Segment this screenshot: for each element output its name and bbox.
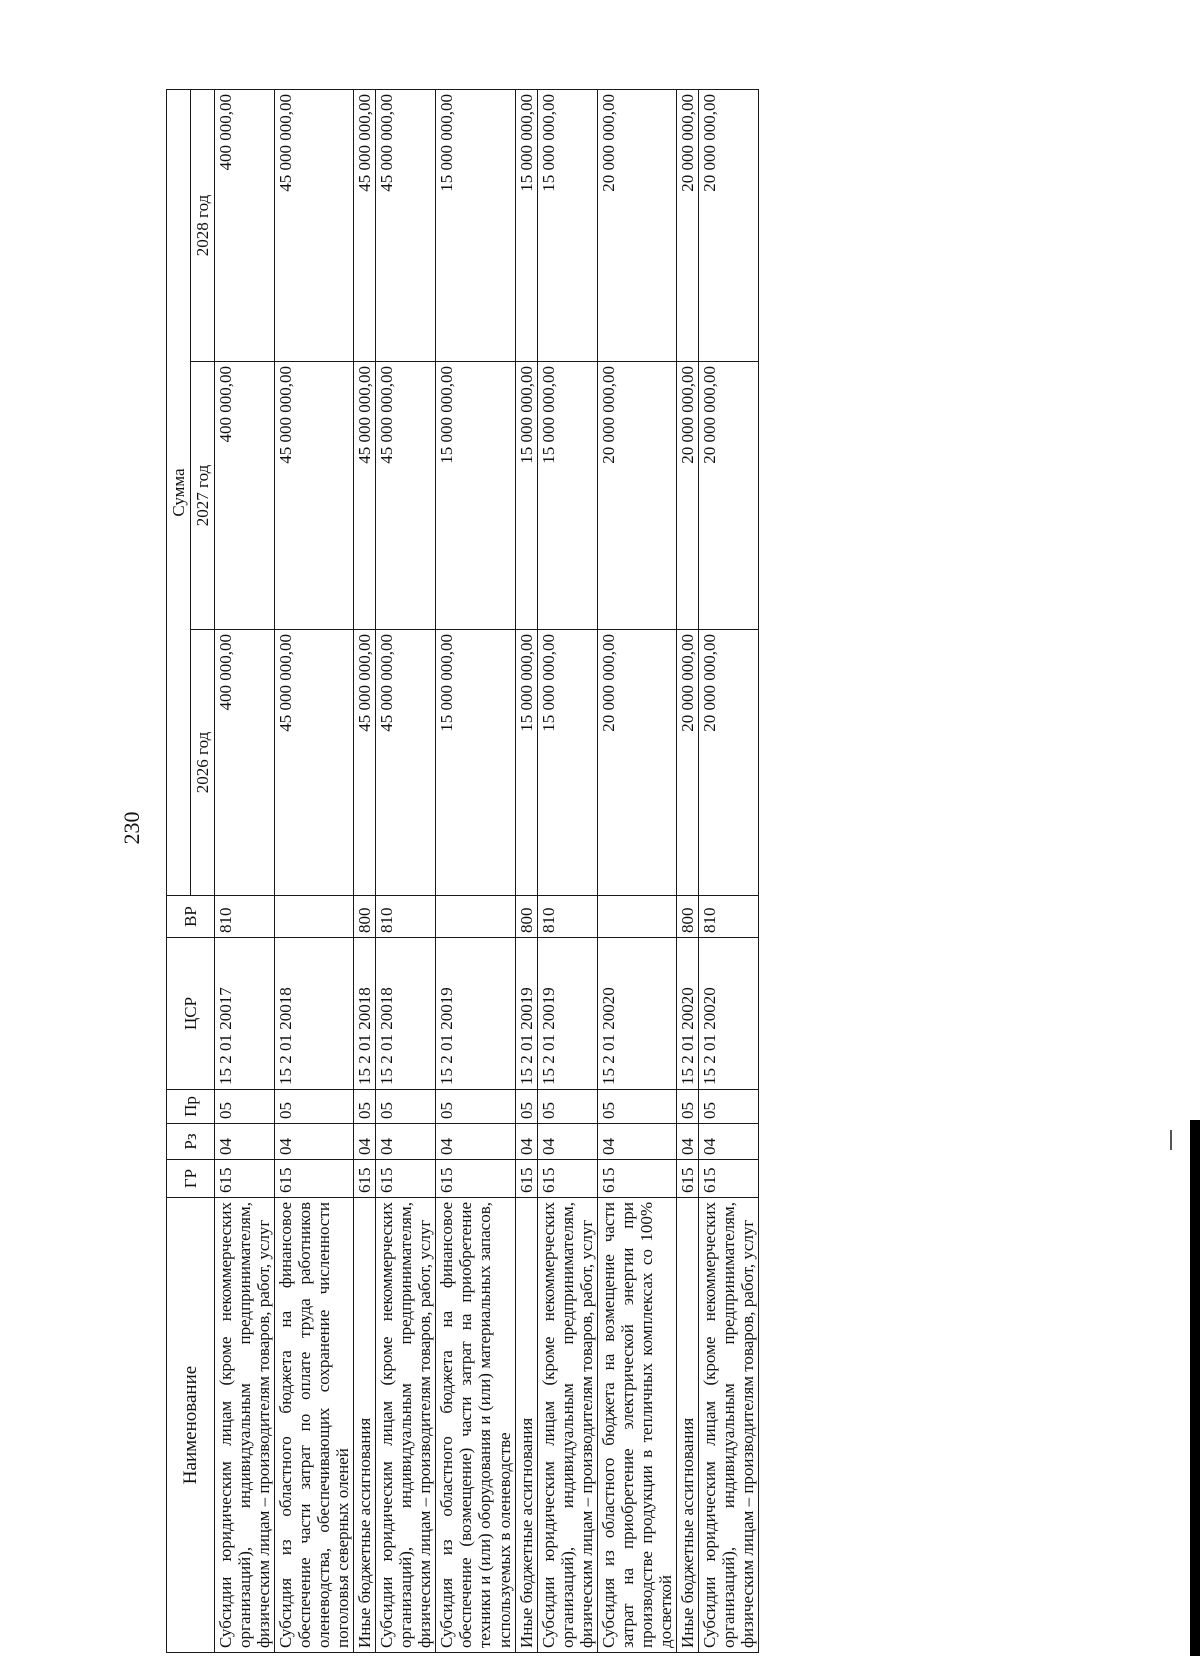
cell-sum-2028: 45 000 000,00 [376, 89, 436, 361]
cell-sum-2026: 45 000 000,00 [376, 630, 436, 896]
cell-pr: 05 [354, 1090, 376, 1124]
cell-csr: 15 2 01 20019 [436, 938, 515, 1090]
table-row [436, 89, 515, 1652]
table-row [537, 89, 597, 1652]
cell-gr: 615 [698, 1160, 758, 1198]
cell-csr: 15 2 01 20018 [376, 938, 436, 1090]
cell-sum-2027: 45 000 000,00 [354, 362, 376, 630]
header-2027: 2027 год [191, 362, 215, 630]
cell-gr: 615 [376, 1160, 436, 1198]
header-name: Наименование [167, 1198, 215, 1653]
table-row [597, 89, 676, 1652]
header-2028: 2028 год [191, 89, 215, 361]
cell-rz: 04 [676, 1124, 698, 1160]
cell-pr: 05 [537, 1090, 597, 1124]
cell-sum-2028: 400 000,00 [215, 89, 275, 361]
cell-rz: 04 [376, 1124, 436, 1160]
cell-rz: 04 [215, 1124, 275, 1160]
cell-csr: 15 2 01 20020 [597, 938, 676, 1090]
scan-edge [1190, 1120, 1200, 1656]
cell-gr: 615 [515, 1160, 537, 1198]
table-frame [166, 90, 1038, 1653]
header-rz: Рз [167, 1124, 215, 1160]
cell-csr: 15 2 01 20019 [515, 938, 537, 1090]
cell-csr: 15 2 01 20018 [275, 938, 354, 1090]
cell-name: Субсидии юридическим лицам (кроме некоммерческих организаций), индивидуальным предпринимателям, физическим лицам – производителям товаров, работ, услуг [698, 1198, 758, 1653]
cell-rz: 04 [275, 1124, 354, 1160]
cell-sum-2028: 45 000 000,00 [354, 89, 376, 361]
cell-name: Иные бюджетные ассигнования [354, 1198, 376, 1653]
cell-pr: 05 [275, 1090, 354, 1124]
header-pr: Пр [167, 1090, 215, 1124]
cell-rz: 04 [354, 1124, 376, 1160]
header-vr: ВР [167, 896, 215, 938]
cell-vr [597, 896, 676, 938]
budget-table [166, 89, 759, 1653]
cell-name: Иные бюджетные ассигнования [515, 1198, 537, 1653]
cell-vr: 800 [354, 896, 376, 938]
cell-rz: 04 [436, 1124, 515, 1160]
table-body [215, 89, 759, 1652]
cell-sum-2026: 45 000 000,00 [354, 630, 376, 896]
cell-sum-2026: 400 000,00 [215, 630, 275, 896]
table-row [676, 89, 698, 1652]
cell-sum-2027: 15 000 000,00 [537, 362, 597, 630]
table-row [698, 89, 758, 1652]
cell-name: Субсидии юридическим лицам (кроме некоммерческих организаций), индивидуальным предпринимателям, физическим лицам – производителям товаров, работ, услуг [376, 1198, 436, 1653]
cell-gr: 615 [537, 1160, 597, 1198]
table-row [215, 89, 275, 1652]
cell-gr: 615 [354, 1160, 376, 1198]
cell-sum-2026: 20 000 000,00 [698, 630, 758, 896]
cell-sum-2027: 45 000 000,00 [275, 362, 354, 630]
cell-gr: 615 [436, 1160, 515, 1198]
cell-name: Субсидия из областного бюджета на возмещение части затрат на приобретение электрической энергии при производстве продукции в тепличных комплексах со 100% досветкой [597, 1198, 676, 1653]
cell-sum-2027: 20 000 000,00 [597, 362, 676, 630]
cell-sum-2027: 20 000 000,00 [676, 362, 698, 630]
cell-rz: 04 [515, 1124, 537, 1160]
cell-vr: 800 [515, 896, 537, 938]
cell-sum-2027: 15 000 000,00 [515, 362, 537, 630]
cell-gr: 615 [676, 1160, 698, 1198]
cell-csr: 15 2 01 20017 [215, 938, 275, 1090]
table-header [167, 89, 215, 1652]
cell-gr: 615 [215, 1160, 275, 1198]
cell-name: Субсидии юридическим лицам (кроме некоммерческих организаций), индивидуальным предпринимателям, физическим лицам – производителям товаров, работ, услуг [537, 1198, 597, 1653]
cell-sum-2026: 15 000 000,00 [515, 630, 537, 896]
header-sum: Сумма [167, 89, 191, 895]
cell-rz: 04 [597, 1124, 676, 1160]
header-gr: ГР [167, 1160, 215, 1198]
header-csr: ЦСР [167, 938, 215, 1090]
cell-csr: 15 2 01 20018 [354, 938, 376, 1090]
cell-vr: 810 [698, 896, 758, 938]
cell-sum-2026: 20 000 000,00 [597, 630, 676, 896]
cell-pr: 05 [515, 1090, 537, 1124]
cell-vr: 810 [376, 896, 436, 938]
cell-pr: 05 [676, 1090, 698, 1124]
cell-vr: 810 [537, 896, 597, 938]
cell-rz: 04 [698, 1124, 758, 1160]
cell-name: Иные бюджетные ассигнования [676, 1198, 698, 1653]
cell-name: Субсидии юридическим лицам (кроме некоммерческих организаций), индивидуальным предпринимателям, физическим лицам – производителям товаров, работ, услуг [215, 1198, 275, 1653]
cell-sum-2027: 15 000 000,00 [436, 362, 515, 630]
cell-sum-2026: 45 000 000,00 [275, 630, 354, 896]
cell-vr: 810 [215, 896, 275, 938]
cell-pr: 05 [698, 1090, 758, 1124]
cell-csr: 15 2 01 20020 [676, 938, 698, 1090]
cell-sum-2028: 20 000 000,00 [597, 89, 676, 361]
table-row [376, 89, 436, 1652]
cell-sum-2028: 15 000 000,00 [537, 89, 597, 361]
cell-pr: 05 [376, 1090, 436, 1124]
cell-sum-2028: 15 000 000,00 [515, 89, 537, 361]
page-number: 230 [119, 811, 144, 845]
table-row [354, 89, 376, 1652]
cell-csr: 15 2 01 20019 [537, 938, 597, 1090]
cell-vr [436, 896, 515, 938]
cell-gr: 615 [597, 1160, 676, 1198]
cell-sum-2027: 45 000 000,00 [376, 362, 436, 630]
scan-mark [1170, 1130, 1172, 1150]
cell-sum-2027: 400 000,00 [215, 362, 275, 630]
cell-sum-2028: 20 000 000,00 [698, 89, 758, 361]
cell-vr: 800 [676, 896, 698, 938]
cell-csr: 15 2 01 20020 [698, 938, 758, 1090]
rotated-table-area [166, 90, 1038, 1653]
cell-vr [275, 896, 354, 938]
header-2026: 2026 год [191, 630, 215, 896]
header-row-1 [167, 89, 191, 1652]
cell-sum-2027: 20 000 000,00 [698, 362, 758, 630]
cell-sum-2026: 15 000 000,00 [537, 630, 597, 896]
cell-sum-2028: 15 000 000,00 [436, 89, 515, 361]
cell-gr: 615 [275, 1160, 354, 1198]
cell-sum-2028: 20 000 000,00 [676, 89, 698, 361]
table-row [275, 89, 354, 1652]
cell-pr: 05 [597, 1090, 676, 1124]
cell-pr: 05 [436, 1090, 515, 1124]
cell-rz: 04 [537, 1124, 597, 1160]
cell-sum-2028: 45 000 000,00 [275, 89, 354, 361]
cell-sum-2026: 15 000 000,00 [436, 630, 515, 896]
cell-sum-2026: 20 000 000,00 [676, 630, 698, 896]
cell-name: Субсидия из областного бюджета на финансовое обеспечение части затрат по оплате труда работников оленеводства, обеспечивающих сохранение численности поголовья северных оленей [275, 1198, 354, 1653]
cell-pr: 05 [215, 1090, 275, 1124]
cell-name: Субсидия из областного бюджета на финансовое обеспечение (возмещение) части затрат на приобретение техники и (или) оборудования и (или) материальных запасов, используемых в оленеводстве [436, 1198, 515, 1653]
table-row [515, 89, 537, 1652]
